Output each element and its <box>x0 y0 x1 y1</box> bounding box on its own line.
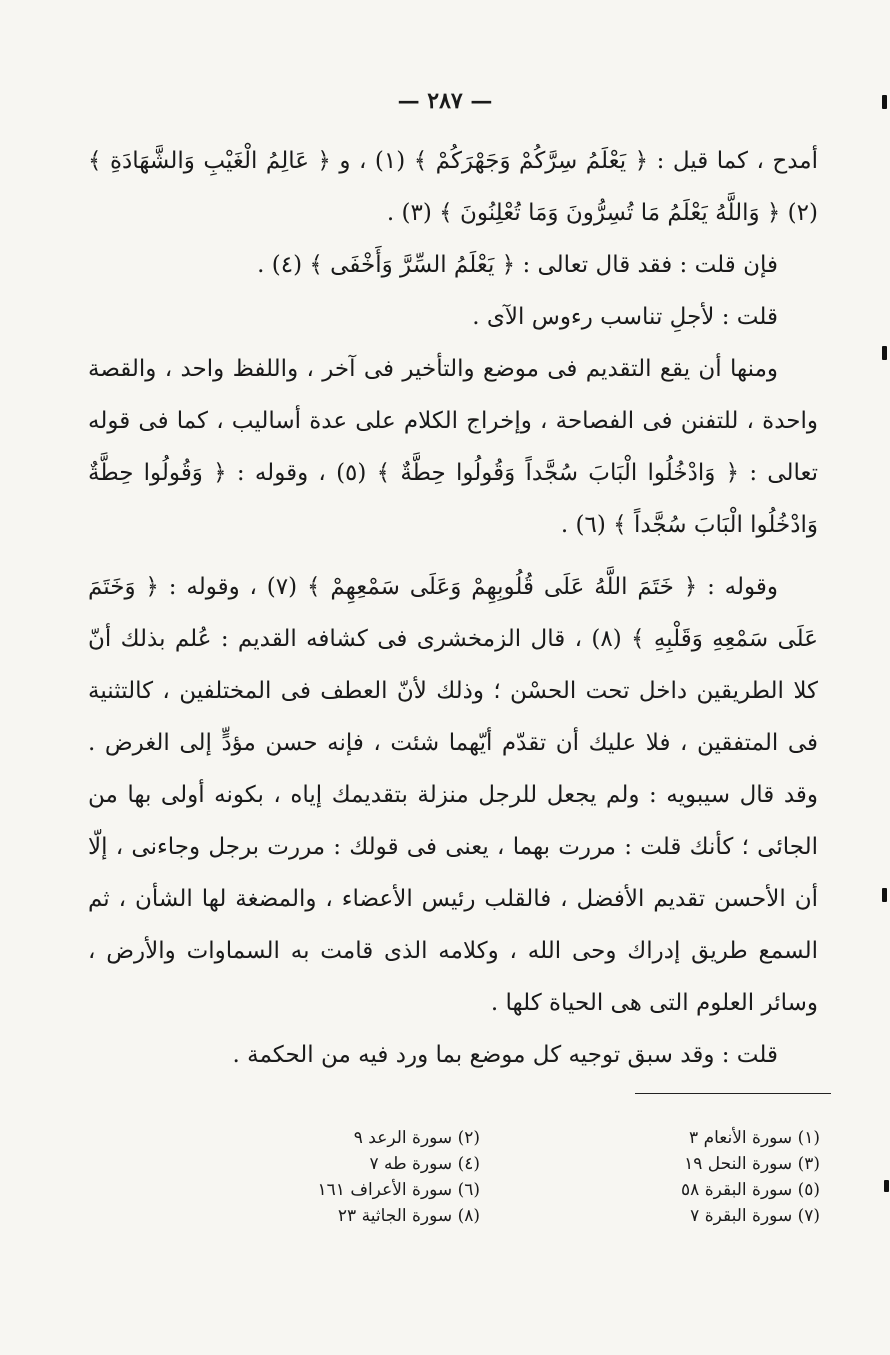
footnote-6: (٦) سورة الأعراف ١٦١ <box>317 1180 480 1200</box>
scan-edge-mark <box>882 888 887 902</box>
scan-edge-mark <box>884 1180 889 1192</box>
scan-edge-mark <box>882 95 887 109</box>
footnote-1: (١) سورة الأنعام ٣ <box>689 1128 820 1148</box>
footnotes <box>200 1125 820 1229</box>
paragraph-2: فإن قلت : فقد قال تعالى : ﴿ يَعْلَمُ السِّرَّ وَأَخْفَى ﴾ (٤) . <box>257 252 778 278</box>
footnote-2: (٢) سورة الرعد ٩ <box>353 1128 480 1148</box>
footnote-3: (٣) سورة النحل ١٩ <box>684 1154 820 1174</box>
footnote-7: (٧) سورة البقرة ٧ <box>690 1206 820 1226</box>
paragraph-4: ومنها أن يقع التقديم فى موضع والتأخير فى آخر ، واللفظ واحد ، والقصة واحدة ، للتفنن فى الفصاحة ، وإخراج الكلام على عدة أساليب ، كما فى قوله تعالى : ﴿ وَادْخُلُوا الْبَابَ سُجَّداً وَقُولُوا حِطَّةٌ ﴾ (٥) ، وقوله : ﴿ وَقُولُوا حِطَّةٌ وَادْخُلُوا الْبَابَ سُجَّداً ﴾ (٦) . <box>88 356 818 538</box>
footnote-4: (٤) سورة طه ٧ <box>369 1154 480 1174</box>
paragraph-3: قلت : لأجلِ تناسب رءوس الآى . <box>472 304 778 330</box>
paragraph-6: قلت : وقد سبق توجيه كل موضع بما ورد فيه من الحكمة . <box>232 1042 778 1068</box>
page-number: — ٢٨٧ — <box>397 88 493 114</box>
footnote-5: (٥) سورة البقرة ٥٨ <box>681 1180 820 1200</box>
scan-edge-mark <box>882 346 887 360</box>
footnote-divider <box>635 1093 831 1094</box>
body-text <box>88 135 818 1081</box>
paragraph-5: وقوله : ﴿ خَتَمَ اللَّهُ عَلَى قُلُوبِهِمْ وَعَلَى سَمْعِهِمْ ﴾ (٧) ، وقوله : ﴿ وَخَتَمَ عَلَى سَمْعِهِ وَقَلْبِهِ ﴾ (٨) ، قال الزمخشرى فى كشافه القديم : عُلم بذلك أنّ كلا الطريقين داخل تحت الحسْن ؛ وذلك لأنّ العطف فى المختلفين ، كالتثنية فى المتفقين ، فلا عليك أن تقدّم أيّهما شئت ، فإنه حسن مؤدٍّ إلى الغرض . وقد قال سيبويه : ولم يجعل للرجل منزلة بتقديمك إياه ، بكونه أولى بها من الجائى ؛ كأنك قلت : مررت بهما ، يعنى فى قولك : مررت برجل وجاءنى ، إلّا أن الأحسن تقديم الأفضل ، فالقلب رئيس الأعضاء ، والمضغة لها الشأن ، ثم السمع طريق إدراك وحى الله ، وكلامه الذى قامت به السماوات والأرض ، وسائر العلوم التى هى الحياة كلها . <box>88 574 818 1016</box>
paragraph-1: أمدح ، كما قيل : ﴿ يَعْلَمُ سِرَّكُمْ وَجَهْرَكُمْ ﴾ (١) ، و ﴿ عَالِمُ الْغَيْبِ وَالشَّهَادَةِ ﴾ (٢) ﴿ وَاللَّهُ يَعْلَمُ مَا تُسِرُّونَ وَمَا تُعْلِنُونَ ﴾ (٣) . <box>88 148 818 226</box>
footnote-8: (٨) سورة الجاثية ٢٣ <box>337 1206 480 1226</box>
